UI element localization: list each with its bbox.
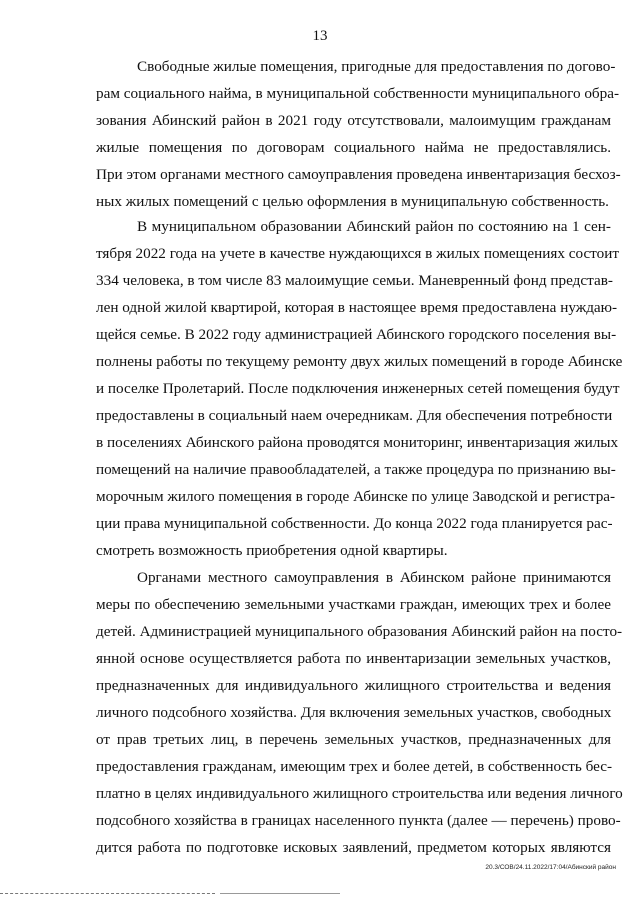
text-line: меры по обеспечению земельными участками граждан, имеющих трех и более — [96, 596, 611, 613]
text-line: ции права муниципальной собственности. До конца 2022 года планируется рас- — [96, 515, 613, 532]
scan-edge-rule — [0, 893, 215, 894]
text-line: предоставления гражданам, имеющим трех и более детей, в собственность бес- — [96, 758, 613, 775]
text-line: личного подсобного хозяйства. Для включения земельных участков, свободных — [96, 704, 612, 721]
text-line: При этом органами местного самоуправления проведена инвентаризация бесхоз- — [96, 166, 621, 183]
text-line: жилые помещения по договорам социального найма не предоставлялись. — [96, 139, 611, 156]
text-line: Свободные жилые помещения, пригодные для предоставления по догово- — [137, 58, 616, 75]
text-line: янной основе осуществляется работа по инвентаризации земельных участков, — [96, 650, 611, 667]
text-line: тября 2022 года на учете в качестве нуждающихся в жилых помещениях состоит — [96, 245, 619, 262]
text-line: подсобного хозяйства в границах населенного пункта (далее — перечень) прово- — [96, 812, 621, 829]
text-line: лен одной жилой квартирой, которая в настоящее время предоставлена нуждаю- — [96, 299, 618, 316]
text-line: рам социального найма, в муниципальной собственности муниципального обра- — [96, 85, 620, 102]
text-line: зования Абинский район в 2021 году отсутствовали, малоимущим гражданам — [96, 112, 611, 129]
text-line: платно в целях индивидуального жилищного строительства или ведения личного — [96, 785, 623, 802]
text-line: детей. Администрацией муниципального образования Абинский район на посто- — [96, 623, 623, 640]
text-line: 334 человека, в том числе 83 малоимущие семьи. Маневренный фонд представ- — [96, 272, 613, 289]
text-line: щейся семье. В 2022 году администрацией Абинского городского поселения вы- — [96, 326, 617, 343]
text-line: смотреть возможность приобретения одной квартиры. — [96, 542, 448, 559]
text-line: в поселениях Абинского района проводятся мониторинг, инвентаризация жилых — [96, 434, 619, 451]
text-line: дится работа по подготовке исковых заявлений, предметом которых являются — [96, 839, 611, 856]
text-line: предназначенных для индивидуального жилищного строительства и ведения — [96, 677, 611, 694]
page-number: 13 — [312, 28, 328, 44]
document-stamp: 20.3/СОВ/24.11.2022/17:04/Абинский район — [485, 864, 616, 871]
text-line: ных жилых помещений с целью оформления в муниципальную собственность. — [96, 193, 609, 210]
text-line: В муниципальном образовании Абинский район по состоянию на 1 сен- — [137, 218, 611, 235]
text-line: полнены работы по текущему ремонту двух жилых помещений в городе Абинске — [96, 353, 623, 370]
text-line: морочным жилого помещения в городе Абинске по улице Заводской и регистра- — [96, 488, 616, 505]
scan-edge-rule — [220, 893, 340, 894]
text-line: Органами местного самоуправления в Абинском районе принимаются — [137, 569, 611, 586]
text-line: от прав третьих лиц, в перечень земельных участков, предназначенных для — [96, 731, 611, 748]
text-line: предоставлены в социальный наем очередникам. Для обеспечения потребности — [96, 407, 613, 424]
text-line: и поселке Пролетарий. После подключения инженерных сетей помещения будут — [96, 380, 620, 397]
text-line: помещений на наличие правообладателей, а также процедура по признанию вы- — [96, 461, 616, 478]
